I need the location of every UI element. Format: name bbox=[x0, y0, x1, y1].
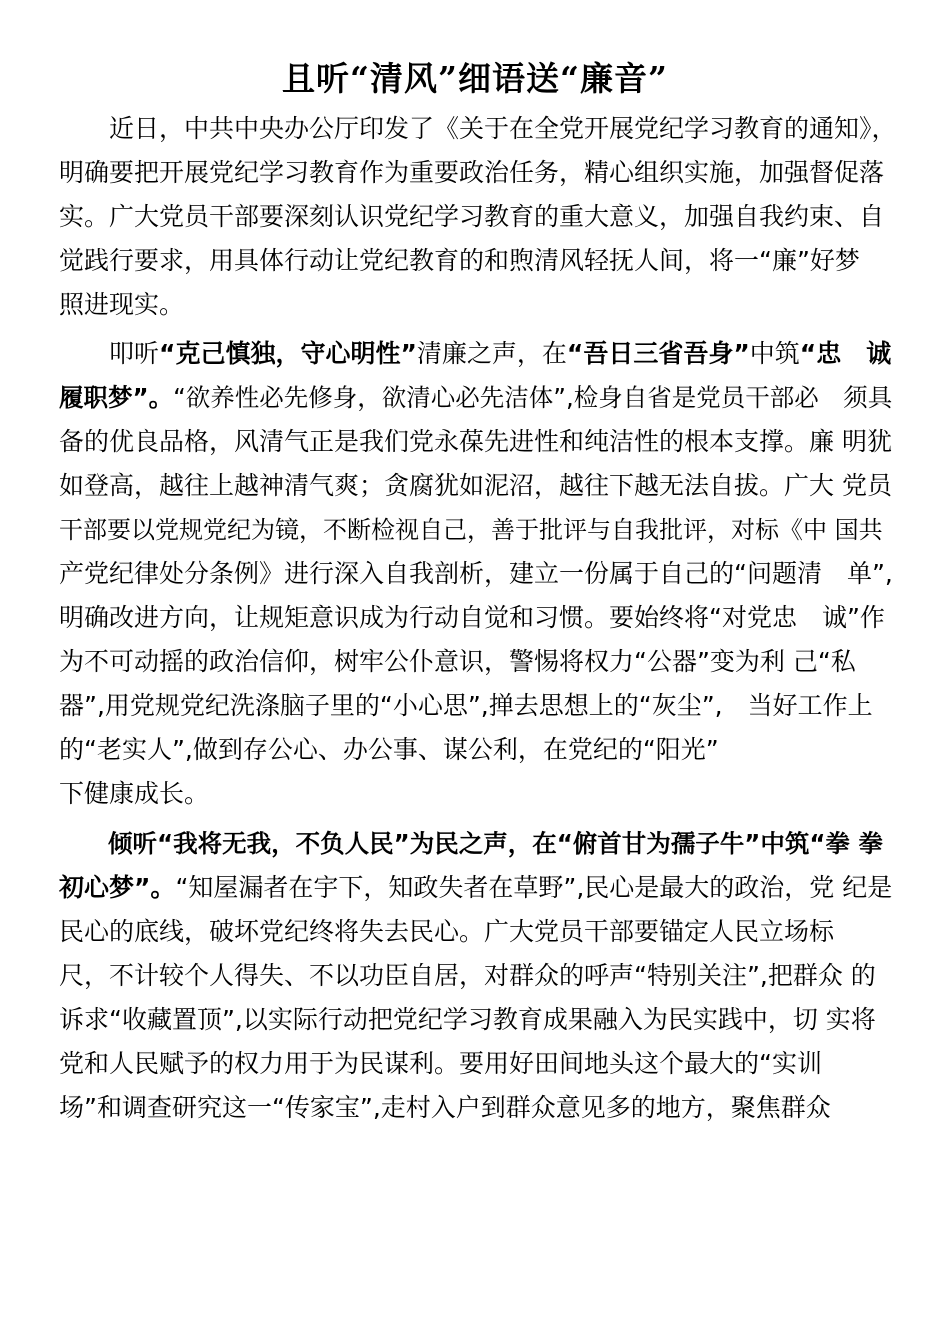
paragraph1-line: 照进现实。 bbox=[59, 290, 185, 319]
paragraph2-text: 清廉之声，在 bbox=[416, 339, 567, 368]
paragraph2-line: 下健康成长。 bbox=[59, 779, 210, 808]
paragraph2-text: “欲养性必先修身，欲清心必先洁体”,检身自省是党员干部必 须具 bbox=[173, 383, 893, 412]
paragraph2-quote: “吾日三省吾身” bbox=[566, 339, 750, 368]
paragraph3-line: 民心的底线，破坏党纪终将失去民心。广大党员干部要锚定人民立场标 bbox=[59, 917, 835, 946]
paragraph1-line: 觉践行要求，用具体行动让党纪教育的和煦清风轻抚人间，将一“廉”好梦 bbox=[59, 246, 860, 275]
paragraph1-line: 明确要把开展党纪学习教育作为重要政治任务，精心组织实施，加强督促落 bbox=[59, 158, 885, 187]
paragraph2-quote: “忠 诚 bbox=[799, 339, 892, 368]
paragraph3-text: “知屋漏者在宇下，知政失者在草野”,民心是最大的政治，党 纪是 bbox=[175, 873, 893, 902]
paragraph2-line: 如登高，越往上越神清气爽；贪腐犹如泥沼，越往下越无法自拔。广大 党员 bbox=[59, 471, 892, 500]
paragraph2-line: 为不可动摇的政治信仰，树牢公仆意识，警惕将权力“公器”变为利 己“私 bbox=[59, 647, 856, 676]
paragraph3-line: 诉求“收藏置顶”,以实际行动把党纪学习教育成果融入为民实践中，切 实将 bbox=[59, 1005, 876, 1034]
paragraph2-line: 干部要以党规党纪为镜，不断检视自己，善于批评与自我批评，对标《中 国共 bbox=[59, 516, 883, 544]
paragraph3-heading-line: 倾听“我将无我，不负人民”为民之声，在“俯首甘为孺子牛”中筑“拳 拳 bbox=[59, 829, 884, 858]
paragraph2-heading-end: 履职梦”。 bbox=[59, 383, 174, 412]
paragraph2-text: 中筑 bbox=[749, 339, 800, 368]
paragraph2-line: 产党纪律处分条例》进行深入自我剖析，建立一份属于自己的“问题清 单”, bbox=[59, 559, 893, 588]
paragraph2-line bbox=[59, 337, 891, 371]
paragraph2-lead: 叩听 bbox=[59, 339, 160, 368]
paragraph2-line bbox=[59, 381, 892, 415]
paragraph3-line: 场”和调查研究这一“传家宝”,走村入户到群众意见多的地方，聚焦群众 bbox=[59, 1093, 831, 1122]
paragraph3-line bbox=[59, 871, 892, 905]
paragraph2-line: 的“老实人”,做到存公心、办公事、谋公利，在党纪的“阳光” bbox=[59, 735, 719, 764]
paragraph1-line: 实。广大党员干部要深刻认识党纪学习教育的重大意义，加强自我约束、自 bbox=[59, 202, 885, 231]
paragraph3-line: 党和人民赋予的权力用于为民谋利。要用好田间地头这个最大的“实训 bbox=[59, 1049, 822, 1078]
paragraph3-heading-end: 初心梦”。 bbox=[59, 873, 176, 902]
paragraph3-line: 尺，不计较个人得失、不以功臣自居，对群众的呼声“特别关注”,把群众 的 bbox=[59, 961, 876, 990]
paragraph2-line: 明确改进方向，让规矩意识成为行动自觉和习惯。要始终将“对党忠 诚”作 bbox=[59, 603, 885, 632]
paragraph2-line: 备的优良品格，风清气正是我们党永葆先进性和纯洁性的根本支撑。廉 明犹 bbox=[59, 427, 892, 456]
paragraph2-quote: “克己慎独，守心明性” bbox=[159, 339, 417, 368]
paragraph2-line: 器”,用党规党纪洗涤脑子里的“小心思”,掸去思想上的“灰尘”, 当好工作上 bbox=[59, 691, 873, 720]
document-title: 且听“清风”细语送“廉音” bbox=[282, 59, 668, 98]
paragraph1-line: 近日，中共中央办公厅印发了《关于在全党开展党纪学习教育的通知》， bbox=[59, 114, 897, 143]
